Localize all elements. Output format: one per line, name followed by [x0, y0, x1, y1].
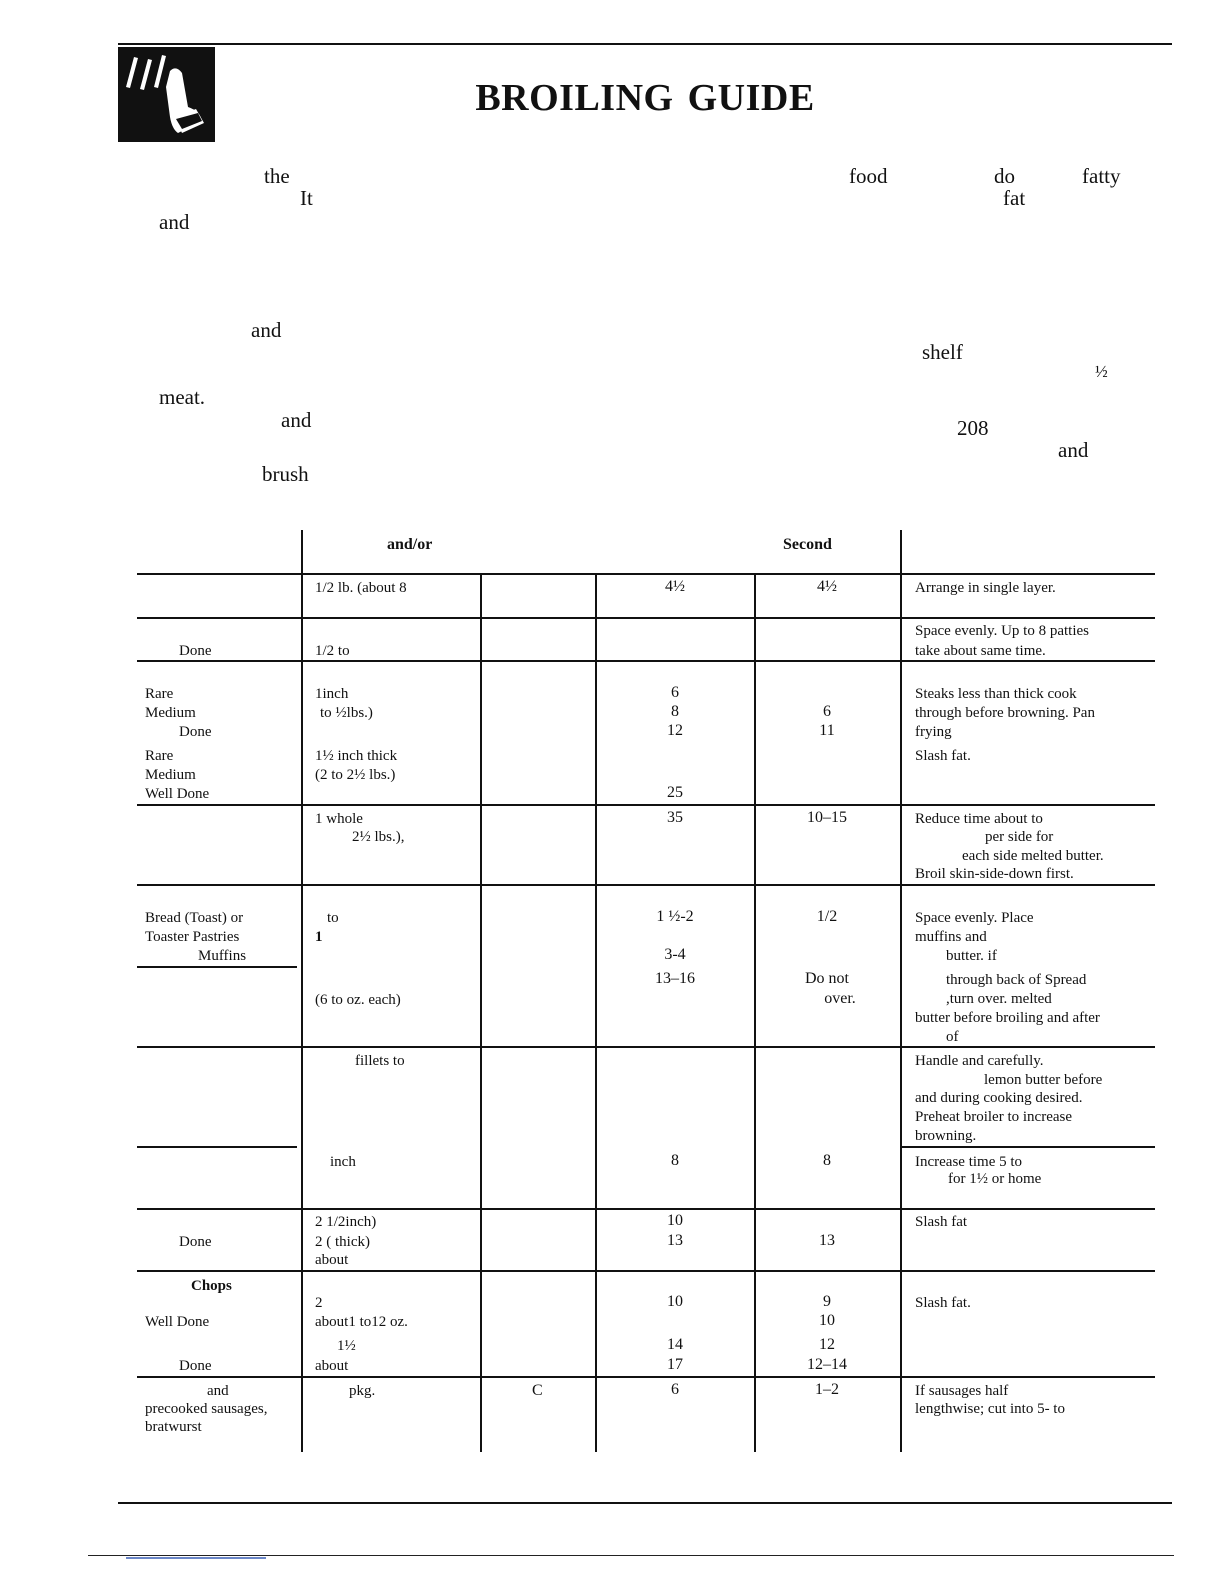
first-side-time: 25 [667, 784, 683, 801]
second-side-time: 10 [819, 1312, 835, 1329]
first-side-time: 6 [671, 1381, 679, 1398]
amount-cell: 1½ inch thick [315, 748, 398, 764]
header-amount: and/or [387, 536, 433, 553]
comment-cell: through back of Spread [946, 972, 1087, 988]
first-side-time: 8 [671, 703, 679, 720]
second-side-time: 4½ [817, 578, 837, 595]
food-cell: Well Done [145, 786, 210, 802]
first-side-time: 10 [667, 1293, 683, 1310]
comment-cell: Handle and carefully. [915, 1053, 1044, 1069]
food-cell: Done [179, 1358, 212, 1374]
amount-cell: 2 [315, 1295, 323, 1311]
amount-cell: about [315, 1358, 349, 1374]
second-side-time: 12–14 [807, 1356, 847, 1373]
food-cell: and [207, 1383, 229, 1399]
comment-cell: Slash fat [915, 1214, 968, 1230]
amount-cell: pkg. [349, 1383, 376, 1399]
table-divider [754, 904, 756, 926]
intro-fragment: meat. [159, 385, 206, 409]
amount-cell: 1 [315, 929, 323, 945]
comment-cell: Preheat broiler to increase [915, 1109, 1073, 1125]
first-side-time: 12 [667, 722, 683, 739]
bottom-rule [118, 1502, 1172, 1504]
comment-cell: per side for [985, 829, 1054, 845]
amount-cell: 2 1/2inch) [315, 1214, 377, 1230]
comment-cell: Slash fat. [915, 748, 971, 764]
amount-cell: fillets to [355, 1053, 405, 1069]
comment-cell: If sausages half [915, 1383, 1009, 1399]
intro-fragment: ½ [1095, 362, 1108, 381]
comment-cell: for 1½ or home [948, 1171, 1042, 1187]
comment-cell: Steaks less than thick cook [915, 686, 1077, 702]
food-cell: Toaster Pastries [145, 929, 240, 945]
table-row-divider [137, 1376, 1155, 1378]
second-side-time: 13 [819, 1232, 835, 1249]
comment-cell: ,turn over. melted [946, 991, 1052, 1007]
first-side-time: 13–16 [655, 970, 695, 987]
amount-cell: (2 to 2½ lbs.) [315, 767, 396, 783]
table-divider [480, 574, 482, 1452]
comment-cell: Space evenly. Up to 8 patties [915, 623, 1089, 639]
first-side-time: 14 [667, 1336, 683, 1353]
second-side-time: 11 [819, 722, 835, 739]
table-divider [900, 530, 902, 1452]
intro-fragment: and [1058, 438, 1089, 462]
first-side-time: 3-4 [664, 946, 686, 963]
amount-cell: to [327, 910, 339, 926]
second-side-time: 6 [823, 703, 831, 720]
table-row-divider [137, 617, 1155, 619]
first-side-time: 35 [667, 809, 683, 826]
top-rule [118, 43, 1172, 45]
food-cell: Rare [145, 686, 174, 702]
comment-cell: Arrange in single layer. [915, 580, 1056, 596]
amount-cell: about1 to12 oz. [315, 1314, 408, 1330]
table-divider [480, 884, 482, 904]
footer-rule [88, 1555, 1174, 1556]
comment-cell: and during cooking desired. [915, 1090, 1083, 1106]
comment-cell: Increase time 5 to [915, 1154, 1023, 1170]
first-side-time: 1 ½-2 [656, 908, 694, 925]
intro-fragment: shelf [922, 340, 963, 364]
table-row-divider [137, 1146, 297, 1148]
intro-fragment: and [251, 318, 282, 342]
intro-fragment: the [264, 164, 290, 188]
comment-cell: Broil skin-side-down first. [915, 866, 1074, 882]
comment-cell: butter. if [946, 948, 997, 964]
table-row-divider [137, 1208, 1155, 1210]
amount-cell: 2½ lbs.), [352, 829, 405, 845]
intro-fragment: 208 [957, 416, 989, 440]
comment-cell: through before browning. Pan [915, 705, 1095, 721]
second-side-time: 10–15 [807, 809, 847, 826]
comment-cell: lemon butter before [984, 1072, 1103, 1088]
food-cell: Medium [145, 767, 196, 783]
table-divider [301, 530, 303, 1452]
intro-fragment: fat [1003, 186, 1026, 210]
second-side-time: 1/2 [816, 908, 838, 925]
table-divider [595, 904, 597, 926]
amount-cell: 1/2 lb. (about 8 [315, 580, 407, 596]
food-cell: Bread (Toast) or [145, 910, 244, 926]
amount-cell: about [315, 1252, 349, 1268]
comment-cell: butter before broiling and after [915, 1010, 1100, 1026]
second-side-time: 12 [819, 1336, 835, 1353]
intro-fragment: brush [262, 462, 309, 486]
table-row-divider [137, 804, 1155, 806]
table-row-divider [137, 573, 1155, 575]
comment-cell: browning. [915, 1128, 977, 1144]
first-side-time: 17 [667, 1356, 683, 1373]
intro-fragment: fatty [1082, 164, 1121, 188]
table-row-divider [137, 1270, 1155, 1272]
footer-accent [126, 1557, 266, 1559]
first-side-time: 10 [667, 1212, 683, 1229]
second-side-time: 1–2 [815, 1381, 839, 1398]
table-divider [754, 574, 756, 1452]
amount-cell: 1inch [315, 686, 349, 702]
intro-fragment: and [159, 210, 190, 234]
table-row-divider [137, 966, 297, 968]
food-cell: Chops [191, 1278, 232, 1294]
amount-cell: to ½lbs.) [320, 705, 373, 721]
food-cell: bratwurst [145, 1419, 202, 1435]
intro-fragment: and [281, 408, 312, 432]
amount-cell: 1½ [337, 1338, 356, 1354]
comment-cell: lengthwise; cut into 5- to [915, 1401, 1065, 1417]
amount-cell: 2 ( thick) [315, 1234, 370, 1250]
comment-cell: muffins and [915, 929, 987, 945]
food-cell: Done [179, 643, 212, 659]
food-cell: Done [179, 724, 212, 740]
second-side-note: over. [824, 990, 856, 1007]
amount-cell: (6 to oz. each) [315, 992, 401, 1008]
comment-cell: Space evenly. Place [915, 910, 1034, 926]
comment-cell: of [946, 1029, 959, 1045]
second-side-time: 9 [823, 1293, 831, 1310]
first-side-time: 4½ [665, 578, 685, 595]
table-row-divider [137, 1046, 1155, 1048]
second-side-time: 8 [823, 1152, 831, 1169]
intro-fragment: do [994, 164, 1015, 188]
second-side-note: Do not [805, 970, 849, 987]
first-side-time: 13 [667, 1232, 683, 1249]
comment-cell: frying [915, 724, 952, 740]
amount-cell: 1/2 to [315, 643, 350, 659]
food-cell: Medium [145, 705, 196, 721]
food-cell: Done [179, 1234, 212, 1250]
food-cell: precooked sausages, [145, 1401, 268, 1417]
comment-cell: take about same time. [915, 643, 1046, 659]
intro-fragment: It [300, 186, 313, 210]
comment-cell: Reduce time about to [915, 811, 1043, 827]
comment-cell: each side melted butter. [962, 848, 1104, 864]
table-row-divider [900, 1146, 1155, 1148]
amount-cell: 1 whole [315, 811, 363, 827]
food-cell: Well Done [145, 1314, 210, 1330]
food-cell: Rare [145, 748, 174, 764]
food-cell: Muffins [198, 948, 247, 964]
table-row-divider [137, 884, 1155, 886]
amount-cell: inch [330, 1154, 356, 1170]
first-side-time: 8 [671, 1152, 679, 1169]
first-side-time: 6 [671, 684, 679, 701]
comment-cell: Slash fat. [915, 1295, 971, 1311]
page-title: BROILING GUIDE [475, 77, 815, 119]
shelf-position-cell: C [532, 1382, 543, 1399]
header-second-side: Second [783, 536, 832, 553]
table-divider [595, 574, 597, 1452]
intro-fragment: food [849, 164, 888, 188]
